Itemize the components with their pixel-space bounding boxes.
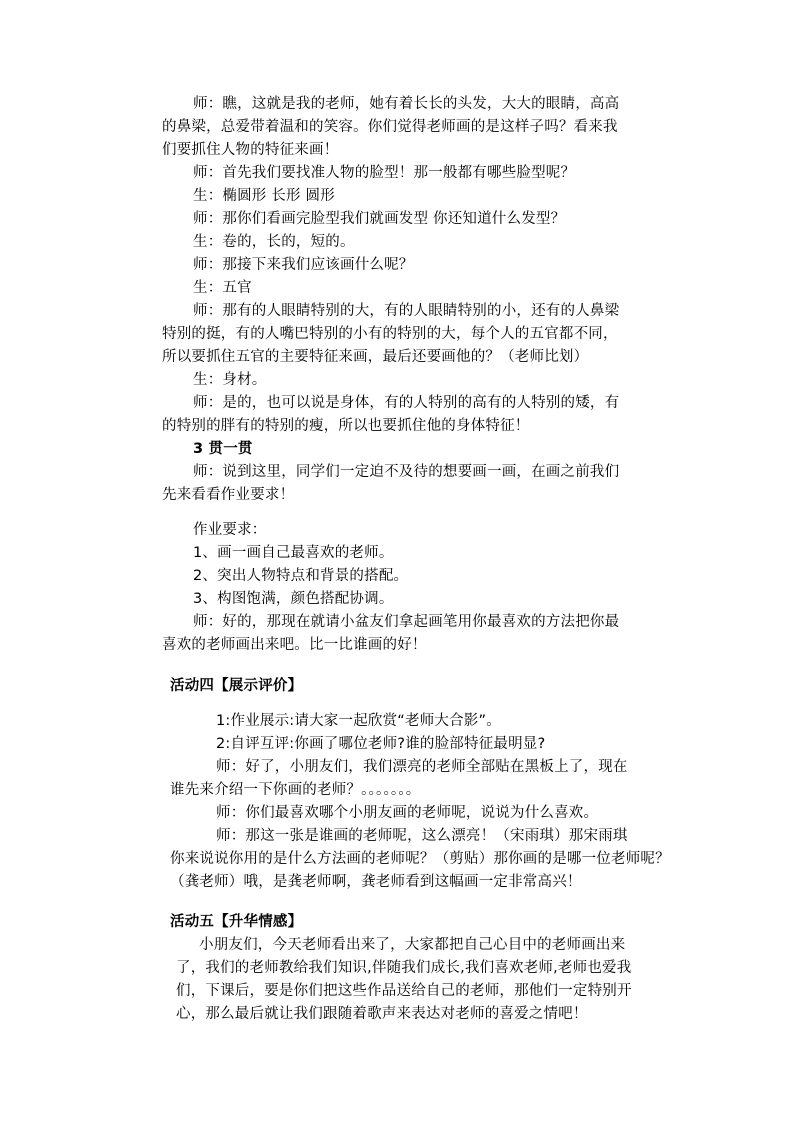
student-line: 生：五官 xyxy=(193,280,252,296)
paragraph-line: 师：是的，也可以说是身体，有的人特别的高有的人特别的矮，有 xyxy=(193,395,620,411)
paragraph-line: 特别的挺，有的人嘴巴特别的小有的特别的大，每个人的五官都不同， xyxy=(162,326,618,342)
teacher-line: 师：那你们看画完脸型我们就画发型 你还知道什么发型？ xyxy=(193,211,566,227)
paragraph-line: 师：那这一张是谁画的老师呢，这么漂亮！（宋雨琪）那宋雨琪 xyxy=(216,828,628,844)
paragraph-line: 先来看看作业要求！ xyxy=(162,487,295,503)
paragraph-line: 的特别的胖有的特别的瘦，所以也要抓住他的身体特征！ xyxy=(162,418,530,434)
paragraph-line: 心，那么最后就让我们跟随着歌声来表达对老师的喜爱之情吧！ xyxy=(176,1006,588,1022)
paragraph-line: 们要抓住人物的特征来画！ xyxy=(162,142,339,158)
paragraph-line: 2:自评互评:你画了哪位老师?谁的脸部特征最明显? xyxy=(216,736,546,752)
paragraph-line: 师：好了，小朋友们，我们漂亮的老师全部贴在黑板上了，现在 xyxy=(216,759,628,775)
paragraph-line: 师：瞧，这就是我的老师，她有着长长的头发，大大的眼睛，高高 xyxy=(193,96,620,112)
paragraph-line: 你来说说你用的是什么方法画的老师呢？（剪贴）那你画的是哪一位老师呢？ xyxy=(170,851,670,867)
paragraph-line: 小朋友们，今天老师看出来了，大家都把自己心目中的老师画出来 xyxy=(199,937,626,953)
requirement-item: 1、画一画自己最喜欢的老师。 xyxy=(193,545,394,561)
teacher-line: 师：首先我们要找准人物的脸型！那一般都有哪些脸型呢？ xyxy=(193,165,576,181)
requirements-title: 作业要求： xyxy=(193,522,267,538)
paragraph-line: 师：你们最喜欢哪个小朋友画的老师呢，说说为什么喜欢。 xyxy=(216,805,599,821)
section-heading: 3 贯一贯 xyxy=(193,441,253,457)
requirement-item: 3、构图饱满，颜色搭配协调。 xyxy=(193,591,394,607)
activity-heading: 活动五【升华情感】 xyxy=(170,914,303,930)
paragraph-line: 喜欢的老师画出来吧。比一比谁画的好！ xyxy=(162,637,427,653)
paragraph-line: 1:作业展示:请大家一起欣赏“老师大合影”。 xyxy=(216,713,501,729)
student-line: 生：椭圆形 长形 圆形 xyxy=(193,188,335,204)
paragraph-line: 师：好的，那现在就请小盆友们拿起画笔用你最喜欢的方法把你最 xyxy=(193,614,620,630)
paragraph-line: 们，下课后，要是你们把这些作品送给自己的老师，那他们一定特别开 xyxy=(176,983,632,999)
paragraph-line: 师：说到这里，同学们一定迫不及待的想要画一画，在画之前我们 xyxy=(193,464,620,480)
student-line: 生：卷的，长的，短的。 xyxy=(193,234,355,250)
teacher-line: 师：那接下来我们应该画什么呢？ xyxy=(193,257,414,273)
requirement-item: 2、突出人物特点和背景的搭配。 xyxy=(193,568,409,584)
paragraph-line: 的鼻梁，总爱带着温和的笑容。你们觉得老师画的是这样子吗？看来我 xyxy=(162,119,618,135)
paragraph-line: 师：那有的人眼睛特别的大，有的人眼睛特别的小，还有的人鼻梁 xyxy=(193,303,620,319)
student-line: 生：身材。 xyxy=(193,372,267,388)
paragraph-line: 了，我们的老师教给我们知识,伴随我们成长,我们喜欢老师,老师也爱我 xyxy=(176,960,632,976)
activity-heading: 活动四【展示评价】 xyxy=(170,678,303,694)
paragraph-line: （龚老师）哦，是龚老师啊，龚老师看到这幅画一定非常高兴！ xyxy=(170,874,582,890)
paragraph-line: 谁先来介绍一下你画的老师？。。。。。。。 xyxy=(170,782,421,798)
paragraph-line: 所以要抓住五官的主要特征来画，最后还要画他的？（老师比划） xyxy=(162,349,589,365)
